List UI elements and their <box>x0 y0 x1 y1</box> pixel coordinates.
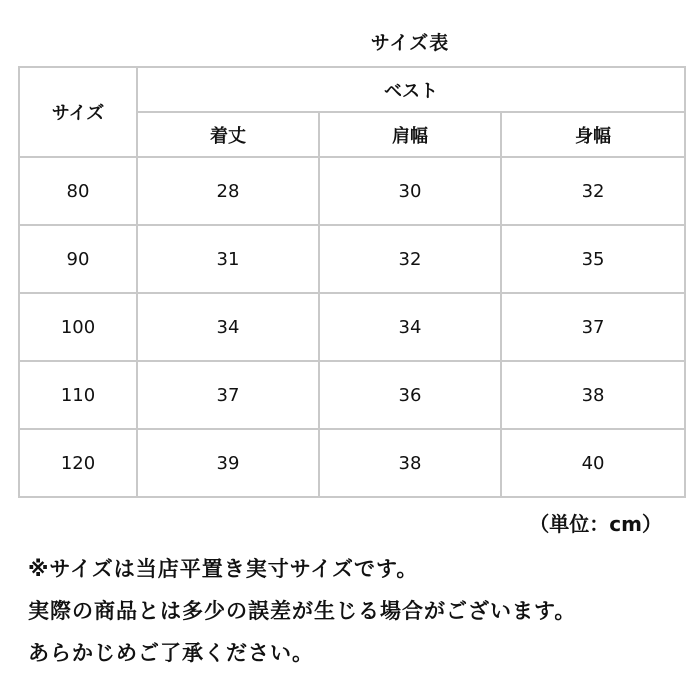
value-cell: 37 <box>501 293 685 361</box>
size-cell: 80 <box>19 157 137 225</box>
table-row <box>19 157 685 225</box>
value-cell: 28 <box>137 157 319 225</box>
note-line: ※サイズは当店平置き実寸サイズです。 <box>28 557 419 581</box>
note-line: あらかじめご了承ください。 <box>28 641 314 665</box>
value-cell: 34 <box>137 293 319 361</box>
value-cell: 36 <box>319 361 501 429</box>
group-header: ベスト <box>137 67 685 112</box>
size-cell: 90 <box>19 225 137 293</box>
page-title: サイズ表 <box>370 32 450 54</box>
value-cell: 37 <box>137 361 319 429</box>
value-cell: 32 <box>501 157 685 225</box>
column-header-chest: 身幅 <box>501 112 685 157</box>
column-header-length: 着丈 <box>137 112 319 157</box>
value-cell: 38 <box>501 361 685 429</box>
table-row <box>19 225 685 293</box>
value-cell: 30 <box>319 157 501 225</box>
value-cell: 35 <box>501 225 685 293</box>
value-cell: 38 <box>319 429 501 497</box>
unit-label: （単位：cm） <box>529 512 662 536</box>
value-cell: 34 <box>319 293 501 361</box>
value-cell: 32 <box>319 225 501 293</box>
table-row <box>19 293 685 361</box>
size-cell: 120 <box>19 429 137 497</box>
value-cell: 39 <box>137 429 319 497</box>
value-cell: 40 <box>501 429 685 497</box>
size-cell: 110 <box>19 361 137 429</box>
column-header-shoulder: 肩幅 <box>319 112 501 157</box>
value-cell: 31 <box>137 225 319 293</box>
table-row <box>19 429 685 497</box>
size-header: サイズ <box>19 67 137 157</box>
note-line: 実際の商品とは多少の誤差が生じる場合がございます。 <box>28 599 577 623</box>
size-cell: 100 <box>19 293 137 361</box>
table-header-row <box>19 67 685 112</box>
notes <box>28 548 576 674</box>
size-table <box>18 66 686 498</box>
table-row <box>19 361 685 429</box>
